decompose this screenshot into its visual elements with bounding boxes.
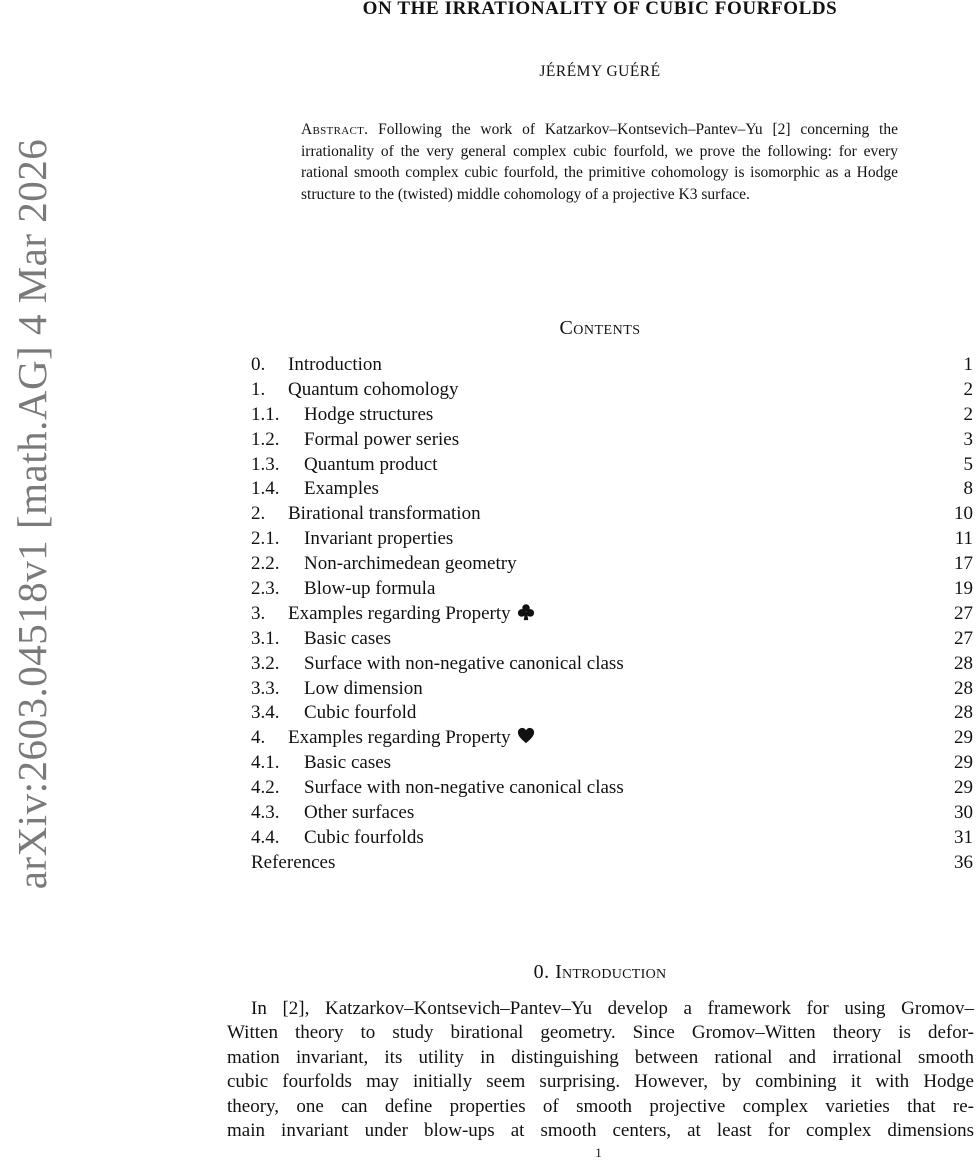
toc-entry-title-text: Examples regarding Property (288, 727, 511, 749)
toc-entry-title (304, 701, 943, 726)
intro-text-line: theory, one can define properties of smooth projective complex varieties that re- (227, 1095, 974, 1117)
toc-entry[interactable] (251, 577, 973, 602)
abstract (301, 119, 898, 205)
toc-entry-title-text: Examples (304, 478, 379, 500)
toc-entry-title-text: Basic cases (304, 627, 392, 649)
intro-text-line: In [2], Katzarkov–Kontsevich–Pantev–Yu develop a framework for using Gromov– (251, 998, 974, 1019)
toc-entry-title-text: Blow-up formula (304, 578, 436, 600)
toc-entry-page: 5 (963, 453, 973, 475)
toc-entry-page: 2 (963, 403, 973, 425)
toc-entry[interactable] (251, 751, 973, 776)
toc-entry-number: 4. (251, 727, 266, 749)
toc-entry-title (304, 677, 943, 702)
toc-entry-number: 3.2. (251, 652, 280, 674)
toc-entry-title (304, 577, 943, 602)
toc-entry-number: 2.2. (251, 553, 280, 575)
toc-entry-title (288, 726, 943, 751)
toc-entry-title (304, 751, 943, 776)
toc-entry-page: 31 (954, 826, 973, 848)
intro-text-line: mation invariant, its utility in distinguishing between rational and irrational smooth (227, 1046, 974, 1068)
toc-entry-page: 8 (963, 478, 973, 500)
toc-entry[interactable] (251, 378, 973, 403)
toc-entry[interactable] (251, 403, 973, 428)
toc-entry[interactable] (251, 453, 973, 478)
intro-text-line: Witten theory to study birational geometry. Since Gromov–Witten theory is defor- (227, 1022, 974, 1044)
section-heading (250, 959, 950, 985)
toc-entry[interactable] (251, 428, 973, 453)
toc-entry-page: 11 (954, 528, 973, 550)
toc-entry-title (304, 403, 943, 428)
toc-entry-page: 3 (963, 428, 973, 450)
toc-entry[interactable] (251, 801, 973, 826)
toc-entry[interactable] (251, 677, 973, 702)
toc-entry-title-text: Non-archimedean geometry (304, 553, 517, 575)
toc-entry-title-text: Other surfaces (304, 802, 415, 824)
toc-entry-title (304, 627, 943, 652)
toc-entry-title-text: Formal power series (304, 428, 460, 450)
toc-entry-title (251, 851, 943, 876)
table-of-contents (251, 353, 973, 876)
toc-entry-title (288, 353, 943, 378)
toc-entry-number: 3. (251, 602, 266, 624)
toc-entry-title-text: Examples regarding Property (288, 602, 511, 624)
toc-entry-number: 4.2. (251, 777, 280, 799)
toc-entry-number: 1.4. (251, 478, 280, 500)
page-number: 1 (595, 1145, 602, 1160)
toc-entry[interactable] (251, 353, 973, 378)
toc-entry-page: 10 (954, 503, 973, 525)
toc-entry-title-text: Birational transformation (288, 503, 481, 525)
toc-entry-number: 2. (251, 503, 266, 525)
toc-entry-title (288, 378, 943, 403)
toc-entry-title (304, 428, 943, 453)
toc-entry-page: 19 (954, 578, 973, 600)
abstract-label: Abstract. (301, 121, 369, 138)
toc-entry-page: 1 (963, 354, 973, 375)
toc-entry-page: 28 (954, 702, 973, 724)
toc-entry[interactable] (251, 826, 973, 851)
toc-entry-title-text: Quantum product (304, 453, 438, 475)
toc-entry[interactable] (251, 527, 973, 552)
toc-entry-number: 4.4. (251, 826, 280, 848)
toc-entry-number: 3.1. (251, 627, 280, 649)
toc-entry-title-text: Low dimension (304, 677, 423, 699)
toc-entry-title-text: Invariant properties (304, 528, 454, 550)
toc-entry-number: 0. (251, 354, 266, 375)
toc-entry-page: 27 (954, 627, 973, 649)
toc-entry-number: 4.3. (251, 802, 280, 824)
toc-entry-page: 29 (954, 777, 973, 799)
section-title: Introduction (555, 961, 667, 983)
toc-entry-title (304, 527, 943, 552)
toc-entry-page: 29 (954, 727, 973, 749)
toc-entry-number: 1.2. (251, 428, 280, 450)
toc-entry-title (304, 652, 943, 677)
toc-entry-number: 3.3. (251, 677, 280, 699)
toc-entry-title (304, 477, 943, 502)
contents-heading: Contents (559, 317, 641, 339)
toc-entry-title (288, 502, 943, 527)
toc-entry-page: 36 (954, 851, 973, 873)
toc-entry-number: 1.1. (251, 403, 280, 425)
toc-entry-title-text: Cubic fourfold (304, 702, 417, 724)
toc-entry-number: 4.1. (251, 752, 280, 774)
toc-entry-title (304, 552, 943, 577)
toc-entry[interactable] (251, 726, 973, 751)
toc-entry-title-text: Basic cases (304, 752, 392, 774)
toc-entry-page: 28 (954, 652, 973, 674)
toc-entry[interactable] (251, 851, 973, 876)
toc-entry[interactable] (251, 627, 973, 652)
toc-entry-title-text: Introduction (288, 354, 382, 375)
toc-entry-page: 29 (954, 752, 973, 774)
toc-entry-title-text: References (251, 851, 336, 873)
toc-entry-title-text: Quantum cohomology (288, 378, 459, 400)
heart-suit-icon (517, 727, 535, 745)
toc-entry-number: 2.1. (251, 528, 280, 550)
toc-entry[interactable] (251, 776, 973, 801)
toc-entry[interactable] (251, 602, 973, 627)
toc-entry-title-text: Cubic fourfolds (304, 826, 424, 848)
abstract-text: Following the work of Katzarkov–Kontsevich–Pantev–Yu [2] concerning the irrationality of the very general complex cubic fourfold, we prove the following: for every rational smooth complex cubic fourfold, the primitive cohomology is isomorphic as a Hodge structure to the (twisted) middle cohomology of a projective K3 surface. (301, 121, 898, 203)
introduction-paragraph (227, 997, 974, 1143)
toc-entry-title-text: Surface with non-negative canonical class (304, 652, 624, 674)
toc-entry[interactable] (251, 502, 973, 527)
toc-entry-title (304, 801, 943, 826)
arxiv-identifier: arXiv:2603.04518v1 [math.AG] 4 Mar 2026 (9, 138, 55, 890)
toc-entry-title (304, 776, 943, 801)
club-suit-icon (517, 603, 535, 621)
toc-entry-page: 27 (954, 602, 973, 624)
toc-entry-title (288, 602, 943, 627)
toc-entry-number: 3.4. (251, 702, 280, 724)
toc-entry[interactable] (251, 552, 973, 577)
toc-entry[interactable] (251, 652, 973, 677)
section-number: 0. (533, 961, 550, 983)
toc-entry-number: 1.3. (251, 453, 280, 475)
toc-entry-page: 2 (963, 378, 973, 400)
paper-title: ON THE IRRATIONALITY OF CUBIC FOURFOLDS (362, 0, 838, 19)
toc-entry-page: 28 (954, 677, 973, 699)
author-name: JÉRÉMY GUÉRÉ (539, 63, 661, 80)
toc-entry-title (304, 453, 943, 478)
toc-entry[interactable] (251, 701, 973, 726)
toc-entry-page: 30 (954, 802, 973, 824)
toc-entry-page: 17 (954, 553, 973, 575)
intro-text-line: cubic fourfolds may initially seem surprising. However, by combining it with Hodge (227, 1071, 974, 1093)
toc-entry-number: 2.3. (251, 578, 280, 600)
intro-text-line: main invariant under blow-ups at smooth centers, at least for complex dimensions (227, 1119, 974, 1141)
toc-entry[interactable] (251, 477, 973, 502)
toc-entry-title-text: Hodge structures (304, 403, 434, 425)
toc-entry-title-text: Surface with non-negative canonical class (304, 777, 624, 799)
toc-entry-title (304, 826, 943, 851)
toc-entry-number: 1. (251, 378, 266, 400)
